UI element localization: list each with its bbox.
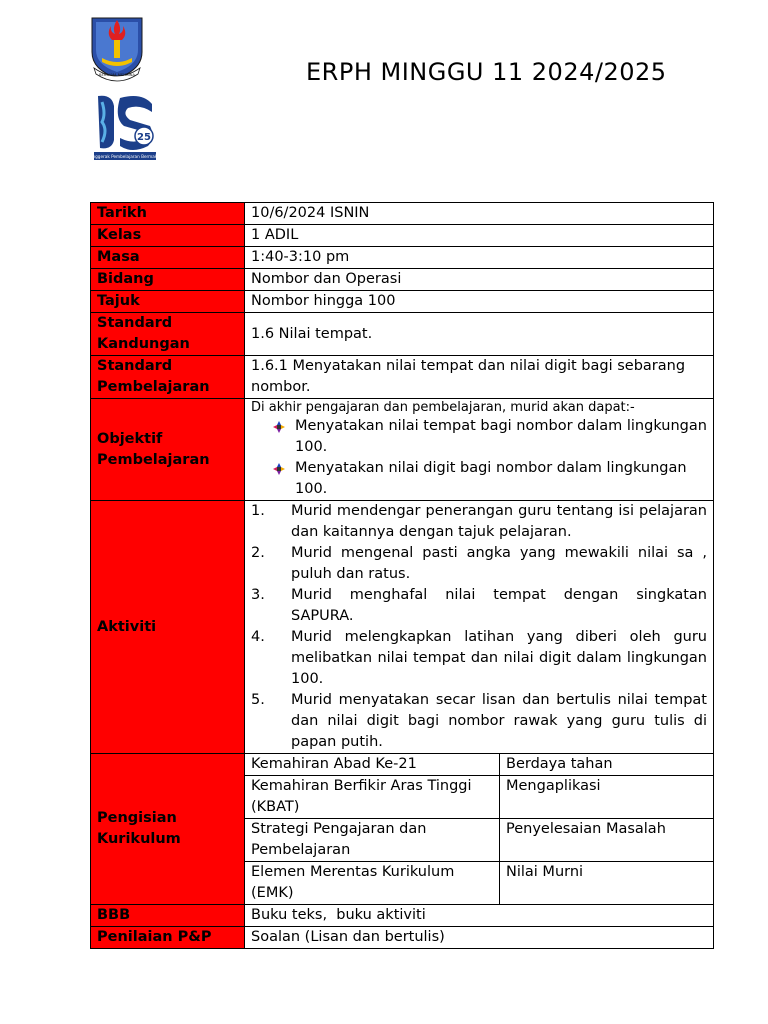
pengisian-cell <box>245 776 714 819</box>
value-kelas: 1 ADIL <box>245 225 714 247</box>
aktiviti-text: Murid menghafal nilai tempat dengan singkatan SAPURA. <box>291 587 707 624</box>
label-standard-kandungan: Standard Kandungan <box>91 313 245 356</box>
crest-motto-text: BERSAMA MEMBINA <box>99 73 135 77</box>
list-item <box>273 458 707 500</box>
aktiviti-number: 4. <box>251 629 265 645</box>
row-standard-kandungan <box>91 313 714 356</box>
aktiviti-number: 1. <box>251 503 265 519</box>
label-standard-pembelajaran: Standard Pembelajaran <box>91 356 245 399</box>
row-penilaian <box>91 927 714 949</box>
aktiviti-list <box>251 501 707 753</box>
aktiviti-text: Murid melengkapkan latihan yang diberi oleh guru melibatkan nilai tempat dan nilai digit dalam lingkungan 100. <box>291 629 707 687</box>
label-bbb: BBB <box>91 905 245 927</box>
label-tarikh: Tarikh <box>91 203 245 225</box>
row-tarikh <box>91 203 714 225</box>
label-aktiviti: Aktiviti <box>91 501 245 754</box>
pengisian-key: Kemahiran Abad Ke-21 <box>245 754 500 775</box>
arrow-bullet-icon <box>273 421 285 433</box>
pengisian-key: Elemen Merentas Kurikulum (EMK) <box>245 862 500 904</box>
aktiviti-text: Murid menyatakan secar lisan dan bertulis nilai tempat dan nilai digit bagi nombor rawak yang guru tulis di papan putih. <box>291 692 707 750</box>
value-aktiviti <box>245 501 714 754</box>
aktiviti-number: 2. <box>251 545 265 561</box>
list-item <box>251 585 707 627</box>
label-pengisian-kurikulum: Pengisian Kurikulum <box>91 754 245 905</box>
aktiviti-text: Murid mendengar penerangan guru tentang isi pelajaran dan kaitannya dengan tajuk pelajaran. <box>291 503 707 540</box>
value-tajuk: Nombor hingga 100 <box>245 291 714 313</box>
document-title: ERPH MINGGU 11 2024/2025 <box>306 58 667 86</box>
logo-25-tagline: Penggerak Pembelajaran Bermakna <box>87 154 163 159</box>
pengisian-cell <box>245 862 714 905</box>
school-crest-logo <box>88 12 146 82</box>
label-penilaian: Penilaian P&P <box>91 927 245 949</box>
value-masa: 1:40-3:10 pm <box>245 247 714 269</box>
value-standard-pembelajaran: 1.6.1 Menyatakan nilai tempat dan nilai digit bagi sebarang nombor. <box>245 356 714 399</box>
pengisian-key: Strategi Pengajaran dan Pembelajaran <box>245 819 500 861</box>
value-bidang: Nombor dan Operasi <box>245 269 714 291</box>
objektif-item-text: Menyatakan nilai digit bagi nombor dalam lingkungan 100. <box>295 460 687 497</box>
objektif-list <box>251 416 707 500</box>
aktiviti-number: 3. <box>251 587 265 603</box>
value-tarikh: 10/6/2024 ISNIN <box>245 203 714 225</box>
row-bbb <box>91 905 714 927</box>
pengisian-key: Kemahiran Berfikir Aras Tinggi (KBAT) <box>245 776 500 818</box>
pengisian-cell <box>245 754 714 776</box>
label-bidang: Bidang <box>91 269 245 291</box>
objektif-item-text: Menyatakan nilai tempat bagi nombor dalam lingkungan 100. <box>295 418 707 455</box>
row-bidang <box>91 269 714 291</box>
label-kelas: Kelas <box>91 225 245 247</box>
rph-table <box>90 202 714 949</box>
label-tajuk: Tajuk <box>91 291 245 313</box>
list-item <box>251 501 707 543</box>
list-item <box>251 543 707 585</box>
pengisian-value: Mengaplikasi <box>506 778 601 794</box>
row-tajuk <box>91 291 714 313</box>
pengisian-value: Penyelesaian Masalah <box>506 821 666 837</box>
value-objektif <box>245 399 714 501</box>
list-item <box>251 627 707 690</box>
list-item <box>251 690 707 753</box>
row-masa <box>91 247 714 269</box>
pengisian-value: Berdaya tahan <box>506 756 613 772</box>
row-aktiviti <box>91 501 714 754</box>
arrow-bullet-icon <box>273 463 285 475</box>
anniversary-25-logo <box>87 92 163 164</box>
objektif-intro: Di akhir pengajaran dan pembelajaran, murid akan dapat:- <box>251 400 635 415</box>
label-objektif: Objektif Pembelajaran <box>91 399 245 501</box>
row-objektif <box>91 399 714 501</box>
row-kelas <box>91 225 714 247</box>
aktiviti-text: Murid mengenal pasti angka yang mewakili nilai sa , puluh dan ratus. <box>291 545 707 582</box>
aktiviti-number: 5. <box>251 692 265 708</box>
value-standard-kandungan: 1.6 Nilai tempat. <box>245 313 714 356</box>
logo-25-number: 25 <box>137 132 151 143</box>
list-item <box>273 416 707 458</box>
value-penilaian: Soalan (Lisan dan bertulis) <box>245 927 714 949</box>
label-masa: Masa <box>91 247 245 269</box>
pengisian-cell <box>245 819 714 862</box>
value-bbb: Buku teks, buku aktiviti <box>245 905 714 927</box>
row-standard-pembelajaran <box>91 356 714 399</box>
pengisian-value: Nilai Murni <box>506 864 584 880</box>
row-pengisian-kurikulum-1 <box>91 754 714 776</box>
